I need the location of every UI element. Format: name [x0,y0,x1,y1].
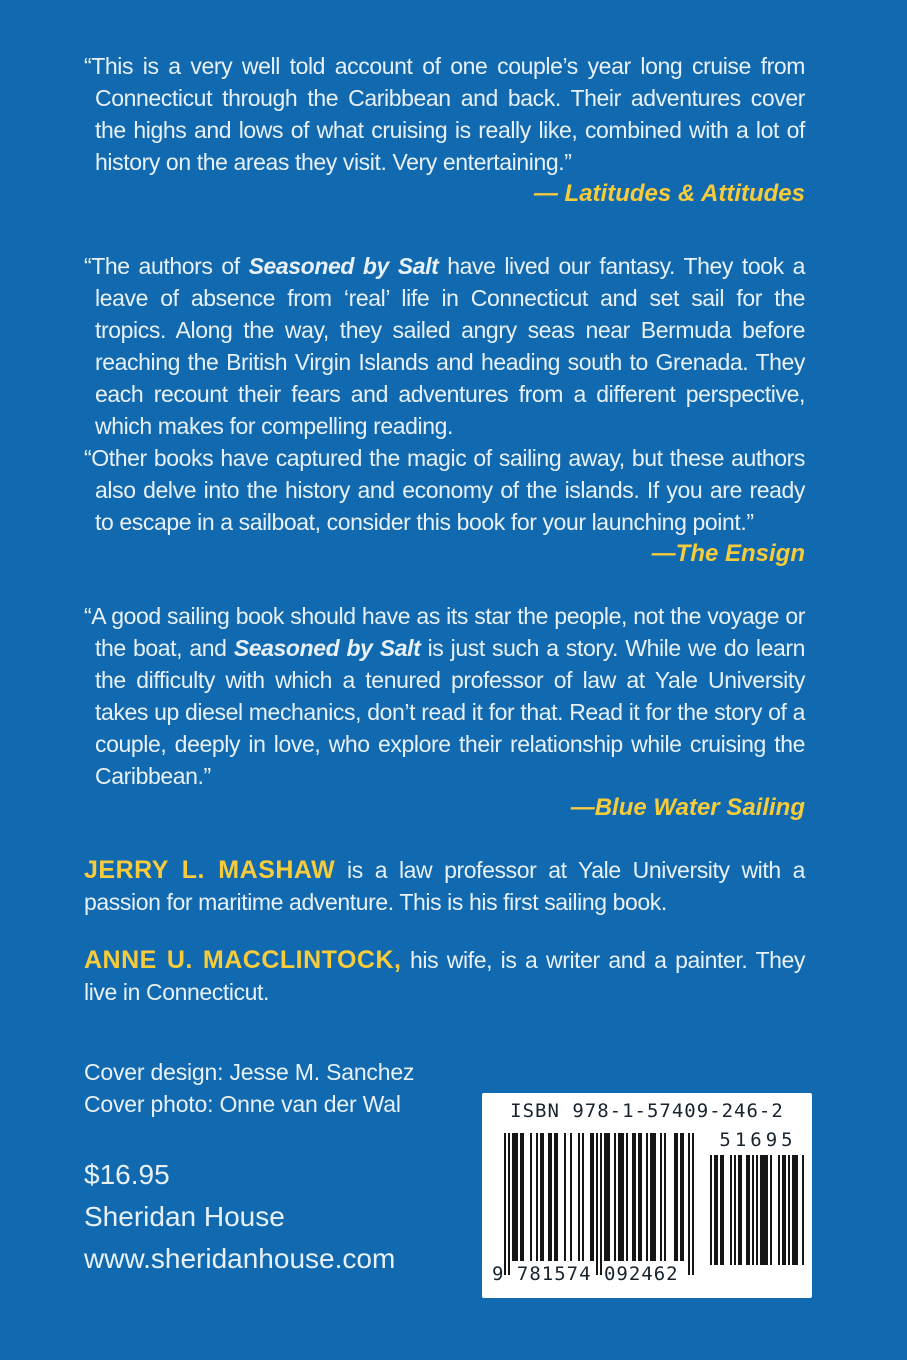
author-bio-macclintock [84,944,805,1008]
publisher-name: Sheridan House [84,1201,285,1232]
ean13-barcode [504,1133,694,1275]
review-quote-bluewater [84,600,805,824]
ean5-supplement-barcode [710,1155,804,1265]
quote-paragraph: “The authors of Seasoned by Salt have lived our fantasy. They took a leave of absence from ‘real’ life in Connecticut and set sail for the tropics. Along the way, they sailed angry seas near Bermuda before reaching the British Virgin Islands and heading south to Grenada. They each recount their fears and adventures from a different perspective, which makes for compelling reading. [84,253,805,439]
cover-design-credit: Cover design: Jesse M. Sanchez [84,1059,415,1085]
author-bio-mashaw [84,854,805,918]
author-name: ANNE U. MACCLINTOCK, [84,946,402,974]
quote-attribution: —Blue Water Sailing [570,794,805,821]
author-bio-text: his wife, is a writer and a painter. They live in Connecticut. [84,947,806,1005]
quote-paragraph: “Other books have captured the magic of sailing away, but these authors also delve into the history and economy of the islands. If you are ready to escape in a sailboat, consider this book for your launching point.” [84,445,805,535]
review-quote-latitudes [84,50,805,210]
review-quote-ensign [84,250,805,570]
barcode-supplement-digits: 51695 [719,1129,797,1151]
author-bio-text: is a law professor at Yale University with a passion for maritime adventure. This is his first sailing book. [84,857,805,915]
isbn-number: ISBN 978-1-57409-246-2 [510,1100,784,1122]
quote-paragraph: “This is a very well told account of one couple’s year long cruise from Connecticut through the Caribbean and back. Their adventures cover the highs and lows of what cruising is really like, combined with a lot of history on the areas they visit. Very entertaining.” [84,53,805,175]
price: $16.95 [84,1159,170,1190]
author-name: JERRY L. MASHAW [84,856,336,884]
quote-attribution: — Latitudes & Attitudes [533,180,805,207]
isbn-barcode-box [482,1093,812,1298]
quote-attribution: —The Ensign [651,540,805,567]
cover-photo-credit: Cover photo: Onne van der Wal [84,1091,401,1117]
quote-paragraph: “A good sailing book should have as its star the people, not the voyage or the boat, and Seasoned by Salt is just such a story. While we do learn the difficulty with which a tenured professor of law at Yale University takes up diesel mechanics, don’t read it for that. Read it for the story of a couple, deeply in love, who explore their relationship while cruising the Caribbean.” [84,603,805,789]
publisher-website: www.sheridanhouse.com [84,1243,396,1274]
ean13-digits: 9 781574 092462 [492,1263,679,1285]
